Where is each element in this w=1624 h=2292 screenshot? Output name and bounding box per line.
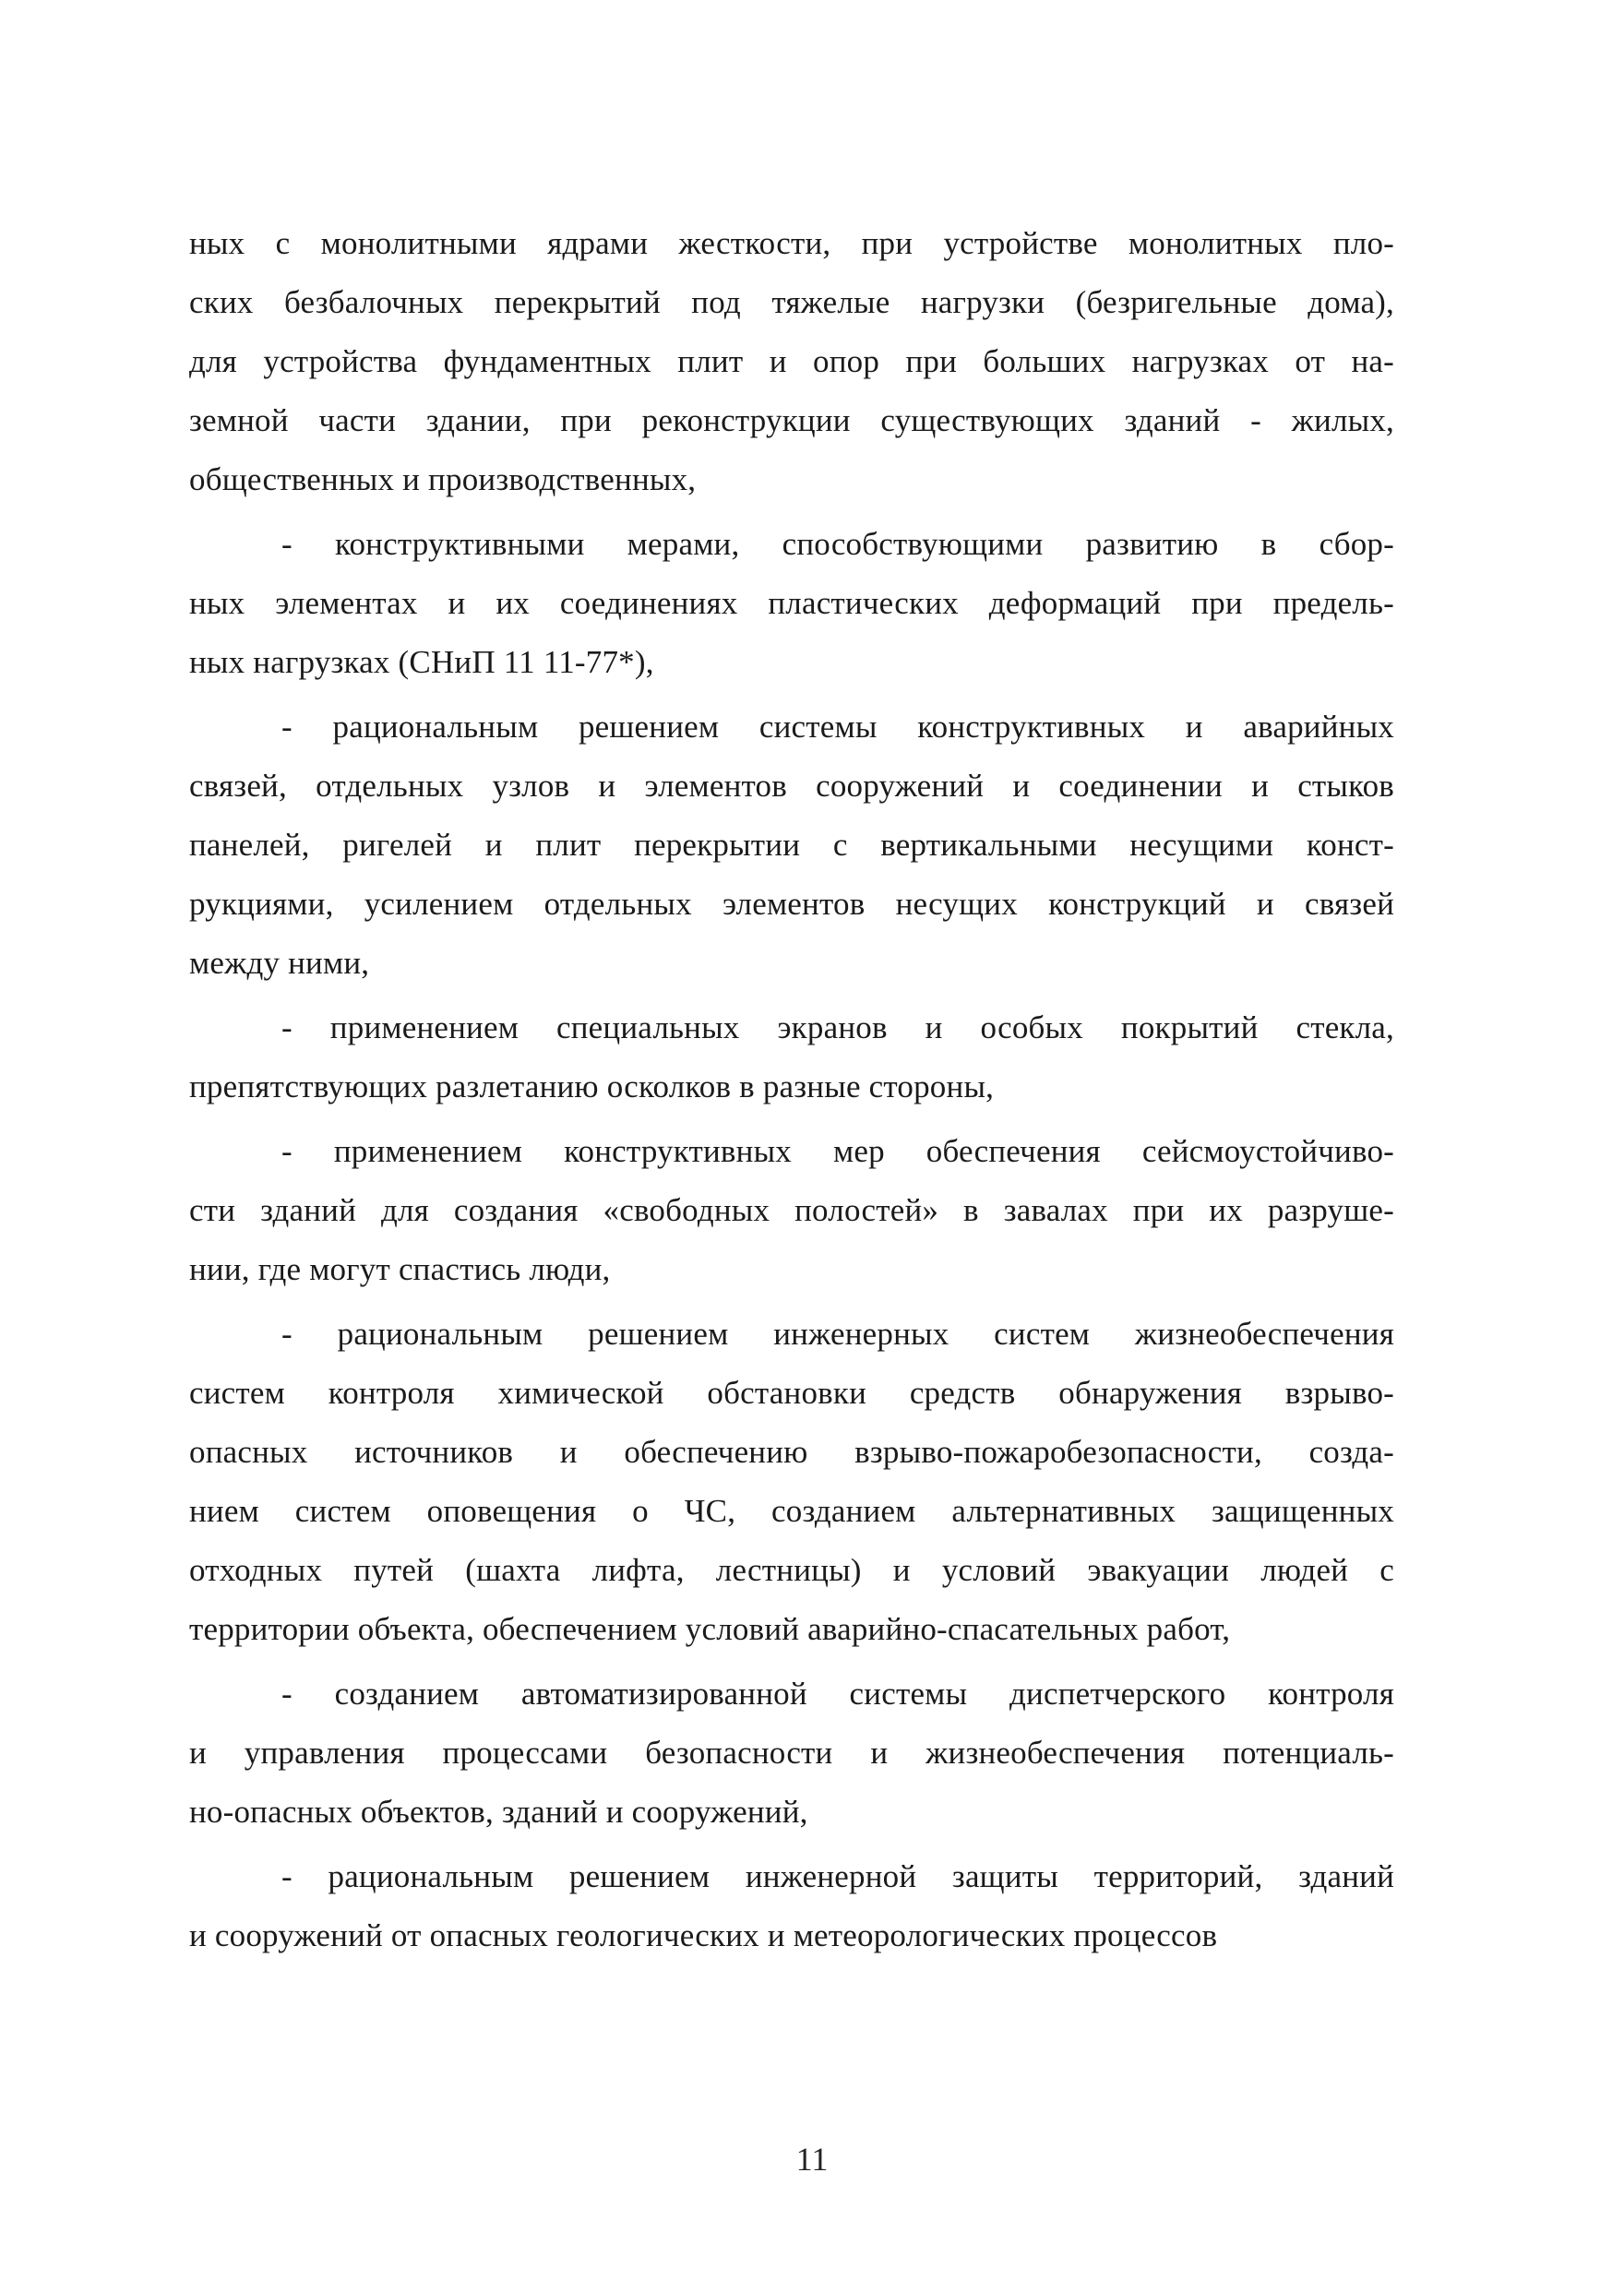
paragraph	[189, 1305, 1394, 1659]
text-line: территории объекта, обеспечением условий аварийно-спасательных работ,	[189, 1611, 1231, 1647]
text-line: ных нагрузках (СНиП 11 11-77*),	[189, 644, 654, 680]
text-line: - рациональным решением инженерной защиты территорий, зданий	[281, 1858, 1394, 1894]
text-line: нии, где могут спастись люди,	[189, 1251, 611, 1287]
text-line: и управления процессами безопасности и жизнеобеспечения потенциаль-	[189, 1735, 1394, 1771]
text-line: связей, отдельных узлов и элементов сооружений и соединении и стыков	[189, 768, 1394, 804]
text-line: земной части здании, при реконструкции существующих зданий - жилых,	[189, 402, 1394, 438]
text-line: для устройства фундаментных плит и опор при больших нагрузках от на-	[189, 343, 1394, 379]
text-line: панелей, ригелей и плит перекрытии с вертикальными несущими конст-	[189, 827, 1394, 863]
text-line: и сооружений от опасных геологических и метеорологических процессов	[189, 1917, 1218, 1953]
text-line: сти зданий для создания «свободных полостей» в завалах при их разруше-	[189, 1192, 1394, 1228]
body-text	[189, 214, 1394, 1965]
text-line: отходных путей (шахта лифта, лестницы) и условий эвакуации людей с	[189, 1552, 1394, 1588]
text-line: - конструктивными мерами, способствующими развитию в сбор-	[281, 526, 1394, 562]
page-number: 11	[795, 2141, 829, 2178]
paragraph	[189, 1665, 1394, 1842]
text-line: систем контроля химической обстановки средств обнаружения взрыво-	[189, 1375, 1394, 1411]
text-line: - применением конструктивных мер обеспечения сейсмоустойчиво-	[281, 1133, 1394, 1169]
text-line: препятствующих разлетанию осколков в разные стороны,	[189, 1068, 995, 1104]
paragraph	[189, 214, 1394, 509]
paragraph	[189, 515, 1394, 692]
paragraph	[189, 698, 1394, 993]
text-line: опасных источников и обеспечению взрыво-пожаробезопасности, созда-	[189, 1434, 1394, 1470]
text-line: между ними,	[189, 945, 370, 981]
text-line: но-опасных объектов, зданий и сооружений,	[189, 1794, 808, 1830]
text-line: рукциями, усилением отдельных элементов несущих конструкций и связей	[189, 886, 1394, 922]
text-line: общественных и производственных,	[189, 461, 697, 497]
paragraph	[189, 1847, 1394, 1965]
paragraph	[189, 998, 1394, 1116]
text-line: - рациональным решением системы конструктивных и аварийных	[281, 709, 1394, 745]
text-line: нием систем оповещения о ЧС, созданием альтернативных защищенных	[189, 1493, 1394, 1529]
text-line: ских безбалочных перекрытий под тяжелые нагрузки (безригельные дома),	[189, 284, 1394, 320]
text-line: - рациональным решением инженерных систем жизнеобеспечения	[281, 1316, 1394, 1352]
paragraph	[189, 1122, 1394, 1299]
text-line: ных с монолитными ядрами жесткости, при устройстве монолитных пло-	[189, 225, 1394, 261]
text-line: - применением специальных экранов и особых покрытий стекла,	[281, 1009, 1394, 1045]
text-line: - созданием автоматизированной системы диспетчерского контроля	[281, 1676, 1394, 1712]
text-line: ных элементах и их соединениях пластических деформаций при предель-	[189, 585, 1394, 621]
